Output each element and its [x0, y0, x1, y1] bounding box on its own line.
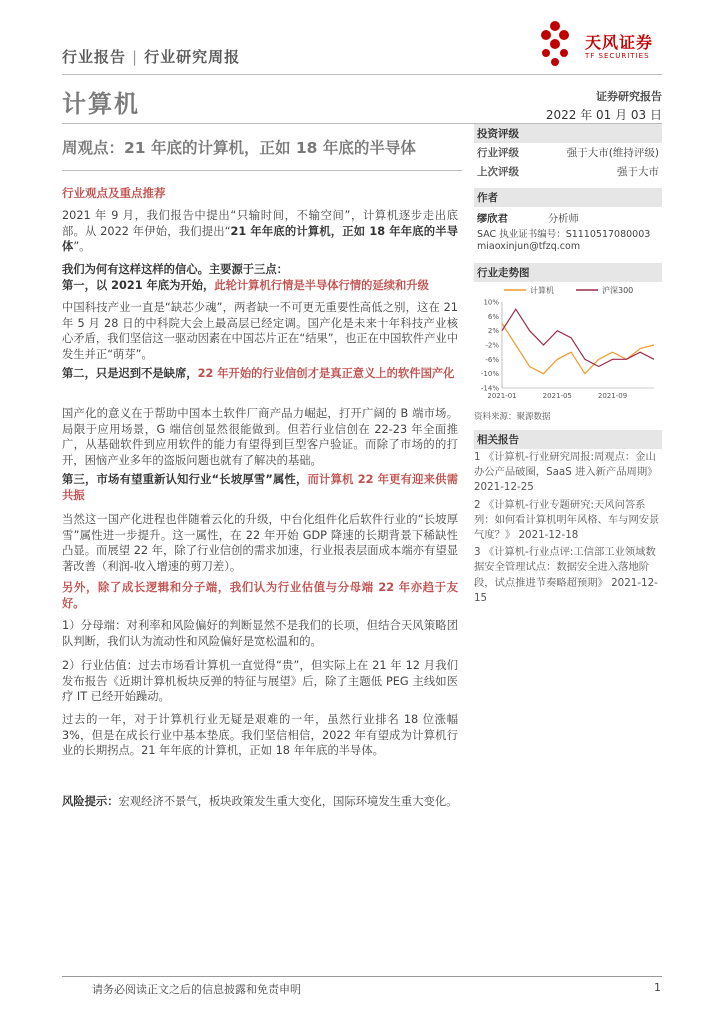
trend-heading: 行业走势图: [474, 263, 662, 282]
rating-row: [474, 143, 662, 162]
header-divider: [62, 74, 662, 75]
point-three-highlight: 而计算机 22 年更有迎来供需共振: [62, 473, 458, 502]
point-three-heading: [62, 472, 458, 503]
author-row: [474, 207, 662, 225]
rating-heading: 投资评级: [474, 124, 662, 143]
brand-name: 天风证券: [585, 33, 654, 52]
y-tick-label: 6%: [487, 312, 499, 321]
paragraph-point-two: 国产化的意义在于帮助中国本土软件厂商产品力崛起，打开广阔的 B 端市场。局限于应用场景，G 端信创显然很能做到。但若行业信创在 22-23 年全面推广，从基础软件到应用软件的能力有望得到巨型客户验证。而除了市场的的打开，困恼产业多年的盗版问题也就有了解决的基础。: [62, 407, 458, 467]
author-heading: 作者: [474, 188, 662, 207]
related-panel: [474, 430, 662, 449]
paragraph-valuation: 2）行业估值：过去市场看计算机一直觉得“贵”，但实际上在 21 年 12 月我们发布报告《近期计算机板块反弹的特征与展望》后，除了主题低 PEG 主线如医疗 IT 已经开始躁动。: [62, 659, 458, 704]
subcategory-label: 行业研究周报: [144, 48, 241, 66]
rating-value: 强于大市(维持评级): [566, 147, 659, 159]
point-three-lead: 第三，市场有望重新认知行业“长坡厚雪”属性，: [62, 473, 308, 486]
legend-label: 沪深300: [602, 286, 634, 295]
trend-panel: [474, 263, 662, 282]
rating-panel: [474, 124, 662, 181]
category-separator: |: [132, 48, 139, 66]
brand-subname: TF SECURITIES: [585, 52, 650, 60]
risk-warning: [62, 794, 458, 810]
related-heading: 相关报告: [474, 430, 662, 449]
y-tick-label: -6%: [485, 355, 499, 364]
paragraph-intro: [62, 208, 458, 255]
y-tick-label: 10%: [483, 298, 499, 307]
point-one-highlight: 此轮计算机行情是半导体行情的延续和升级: [214, 279, 429, 292]
intro-text: 2021 年 9 月，我们报告中提出“只输时间，不输空间”，计算机逐步走出底部。从 2022 年伊始，我们提出“: [62, 209, 458, 238]
author-sac: SAC 执业证书编号：S1110517080003: [477, 229, 651, 240]
y-tick-label: 2%: [487, 327, 499, 336]
report-main-title: 周观点：21 年底的计算机，正如 18 年底的半导体: [62, 139, 416, 157]
page-number: 1: [654, 981, 661, 994]
point-two-highlight: 22 年开始的行业信创才是真正意义上的软件国产化: [197, 367, 455, 380]
prev-rating-value: 强于大市: [617, 166, 659, 178]
x-tick-label: 2021-01: [487, 392, 517, 400]
footer-divider: [62, 976, 662, 977]
author-panel: [474, 188, 662, 252]
chart-source: 资料来源：聚源数据: [474, 412, 551, 422]
y-tick-label: -10%: [480, 370, 499, 379]
author-title: 分析师: [547, 213, 579, 225]
trend-chart: [474, 282, 662, 407]
intro-highlight: 21 年年底的计算机，正如 18 年年底的半导体: [62, 224, 458, 254]
industry-title: 计算机: [62, 90, 140, 118]
y-tick-label: -2%: [485, 341, 499, 350]
paragraph-point-one: 中国科技产业一直是“缺芯少魂”，两者缺一不可更无重要性高低之别，这在 21 年 5 月 28 日的中科院大会上最高层已经定调。国产化是未来十年科技产业核心矛盾，我们坚信这一驱动因素在中国芯片正在“结果”，也正在中国软件产业中发生并正“萌芽”。: [62, 301, 458, 361]
paragraph-point-three: 当然这一国产化进程也伴随着云化的升级，中台化组件化后软件行业的“长坡厚雪”属性进一步提升。这一属性，在 22 年开始 GDP 降速的长期背景下稀缺性凸显。而展望 22 年，除了行业信创的需求加速，行业报表层面成本端亦有望显著改善（利润-收入增速的剪刀差）。: [62, 513, 458, 573]
author-email[interactable]: miaoxinjun@tfzq.com: [477, 241, 581, 252]
related-list: [474, 450, 662, 606]
x-tick-label: 2021-05: [542, 392, 572, 400]
rating-label: 行业评级: [477, 147, 519, 159]
prev-rating-label: 上次评级: [477, 166, 519, 178]
author-name: 缪欣君: [477, 213, 508, 225]
report-category: [62, 46, 240, 67]
point-two-lead: 第二，只是迟到不是缺席，: [62, 367, 198, 380]
section-heading: 行业观点及重点推荐: [62, 186, 166, 200]
point-one-lead: 第一，以 2021 年底为开始，: [62, 279, 215, 292]
report-type: 证券研究报告: [596, 90, 662, 103]
paragraph-reasons: 我们为何有这样这样的信心。主要源于三点：: [62, 263, 288, 276]
risk-label: 风险提示：: [62, 795, 119, 808]
paragraph-valuation-lead: 另外，除了成长逻辑和分子端，我们认为行业估值与分母端 22 年亦趋于友好。: [62, 581, 458, 610]
main-title-divider: [62, 170, 462, 171]
intro-end: ”。: [73, 240, 91, 254]
category-label: 行业报告: [62, 48, 127, 66]
related-item[interactable]: 3 《计算机-行业点评:工信部工业领域数据安全管理试点：数据安全进入落地阶段，试点推进节奏略超预期》 2021-12-15: [474, 546, 658, 604]
y-tick-label: -14%: [480, 384, 499, 393]
paragraph-summary: 过去的一年，对于计算机行业无疑是艰难的一年，虽然行业排名 18 位涨幅3%，但是在成长行业中基本垫底。我们坚信相信，2022 年有望成为计算机行业的长期拐点。21 年年底的计算机，正如 18 年年底的半导体。: [62, 713, 458, 758]
related-item[interactable]: 2 《计算机-行业专题研究:天风问答系列：如何看计算机明年风格、车与网安景气度？》 2021-12-18: [474, 498, 660, 542]
legend-label: 计算机: [530, 286, 554, 295]
footer-disclaimer: 请务必阅读正文之后的信息披露和免责申明: [92, 983, 301, 996]
related-item[interactable]: 1 《计算机-行业研究周报:周观点：金山办公产品破圈，SaaS 进入新产品周期》 2021-12-25: [474, 451, 658, 494]
prev-rating-row: [474, 162, 662, 181]
risk-text: 宏观经济不景气，板块政策发生重大变化，国际环境发生重大变化。: [118, 795, 458, 808]
x-tick-label: 2021-09: [597, 392, 628, 400]
paragraph-denominator: 1）分母端：对利率和风险偏好的判断显然不是我们的长项，但结合天风策略团队判断，我们认为流动性和风险偏好是宽松温和的。: [62, 619, 458, 648]
series-line: [502, 309, 654, 366]
point-two-heading: [62, 366, 458, 382]
point-one-heading: [62, 278, 458, 294]
report-date: 2022 年 01 月 03 日: [545, 108, 662, 122]
